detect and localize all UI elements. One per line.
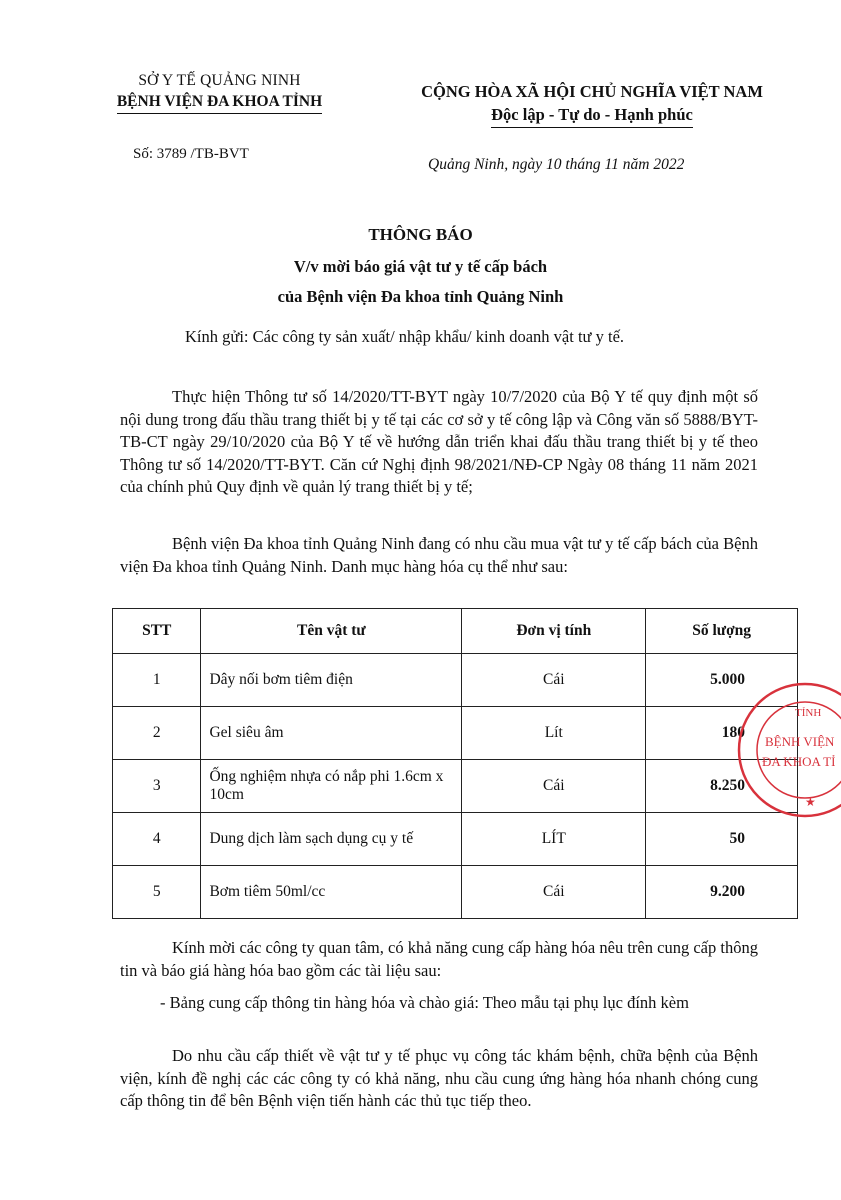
- stamp-text-line-2: ĐA KHOA TỈ: [762, 754, 836, 769]
- cell-quantity: 180: [646, 707, 798, 760]
- national-header: [392, 80, 792, 128]
- column-header-stt: STT: [113, 609, 201, 654]
- nation-title: CỘNG HÒA XÃ HỘI CHỦ NGHĨA VIỆT NAM: [421, 82, 763, 101]
- cell-stt: 5: [113, 866, 201, 919]
- table-row: [113, 813, 798, 866]
- paragraph-text: Kính mời các công ty quan tâm, có khả năng cung cấp hàng hóa nêu trên cung cấp thông tin và báo giá hàng hóa bao gồm các tài liệu sau:: [120, 938, 758, 980]
- cell-stt: 2: [113, 707, 201, 760]
- table-row: [113, 866, 798, 919]
- cell-unit: LÍT: [462, 813, 646, 866]
- table-row: [113, 654, 798, 707]
- cell-name: Bơm tiêm 50ml/cc: [201, 866, 462, 919]
- issuer-header: [92, 70, 347, 114]
- cell-unit: Cái: [462, 866, 646, 919]
- official-seal-stamp: [735, 680, 841, 820]
- cell-unit: Cái: [462, 654, 646, 707]
- cell-unit: Lít: [462, 707, 646, 760]
- cell-name: Dây nối bơm tiêm điện: [201, 654, 462, 707]
- column-header-unit: Đơn vị tính: [462, 609, 646, 654]
- paragraph-legal-basis: [120, 386, 758, 499]
- cell-stt: 1: [113, 654, 201, 707]
- department-name: SỞ Y TẾ QUẢNG NINH: [138, 72, 301, 89]
- supplies-table: [112, 608, 798, 919]
- cell-name: Gel siêu âm: [201, 707, 462, 760]
- document-date: Quảng Ninh, ngày 10 tháng 11 năm 2022: [428, 156, 685, 173]
- stamp-top-text: TỈNH: [795, 707, 822, 719]
- paragraph-text: Thực hiện Thông tư số 14/2020/TT-BYT ngày 10/7/2020 của Bộ Y tế quy định một số nội dung trong đấu thầu trang thiết bị y tế tại các cơ sở y tế công lập và Công văn số 5888/BYT-TB-CT ngày 29/10/2020 của Bộ Y tế về hướng dẫn triển khai đấu thầu trang thiết bị y tế theo Thông tư số 14/2020/TT-BYT. Căn cứ Nghị định 98/2021/NĐ-CP Ngày 08 tháng 11 năm 2021 của chính phủ Quy định về quản lý trang thiết bị y tế;: [120, 387, 758, 496]
- cell-name: Ống nghiệm nhựa có nắp phi 1.6cm x 10cm: [201, 760, 462, 813]
- cell-unit: Cái: [462, 760, 646, 813]
- cell-quantity: 50: [646, 813, 798, 866]
- document-subject-line-1: V/v mời báo giá vật tư y tế cấp bách: [293, 257, 548, 276]
- national-motto: Độc lập - Tự do - Hạnh phúc: [491, 103, 693, 128]
- stamp-text-line-1: BỆNH VIỆN: [765, 734, 835, 749]
- document-subject-line-2: của Bệnh viện Đa khoa tỉnh Quảng Ninh: [277, 287, 564, 306]
- table-header-row: [113, 609, 798, 654]
- document-title: THÔNG BÁO: [368, 225, 473, 244]
- cell-name: Dung dịch làm sạch dụng cụ y tế: [201, 813, 462, 866]
- table-row: [113, 760, 798, 813]
- column-header-name: Tên vật tư: [201, 609, 462, 654]
- paragraph-demand: [120, 533, 758, 578]
- document-number: Số: 3789 /TB-BVT: [133, 146, 249, 162]
- paragraph-text: Do nhu cầu cấp thiết về vật tư y tế phục vụ công tác khám bệnh, chữa bệnh của Bệnh viện, kính đề nghị các các công ty có khả năng, nhu cầu cung ứng hàng hóa nhanh chóng cung cấp thông tin để bên Bệnh viện tiến hành các thủ tục tiếp theo.: [120, 1046, 758, 1110]
- cell-stt: 3: [113, 760, 201, 813]
- hospital-name: BỆNH VIỆN ĐA KHOA TỈNH: [117, 91, 322, 114]
- cell-quantity: 9.200: [646, 866, 798, 919]
- cell-stt: 4: [113, 813, 201, 866]
- star-icon: ★: [805, 795, 816, 809]
- cell-quantity: 8.250: [646, 760, 798, 813]
- paragraph-attachment: [120, 992, 758, 1015]
- paragraph-text: Bệnh viện Đa khoa tỉnh Quảng Ninh đang có nhu cầu mua vật tư y tế cấp bách của Bệnh viện Đa khoa tỉnh Quảng Ninh. Danh mục hàng hóa cụ thể như sau:: [120, 534, 758, 576]
- paragraph-request: [120, 1045, 758, 1113]
- cell-quantity: 5.000: [646, 654, 798, 707]
- column-header-quantity: Số lượng: [646, 609, 798, 654]
- paragraph-text: - Bảng cung cấp thông tin hàng hóa và chào giá: Theo mẫu tại phụ lục đính kèm: [160, 993, 689, 1012]
- paragraph-invitation: [120, 937, 758, 982]
- recipient-line: Kính gửi: Các công ty sản xuất/ nhập khẩu/ kinh doanh vật tư y tế.: [185, 327, 625, 346]
- table-row: [113, 707, 798, 760]
